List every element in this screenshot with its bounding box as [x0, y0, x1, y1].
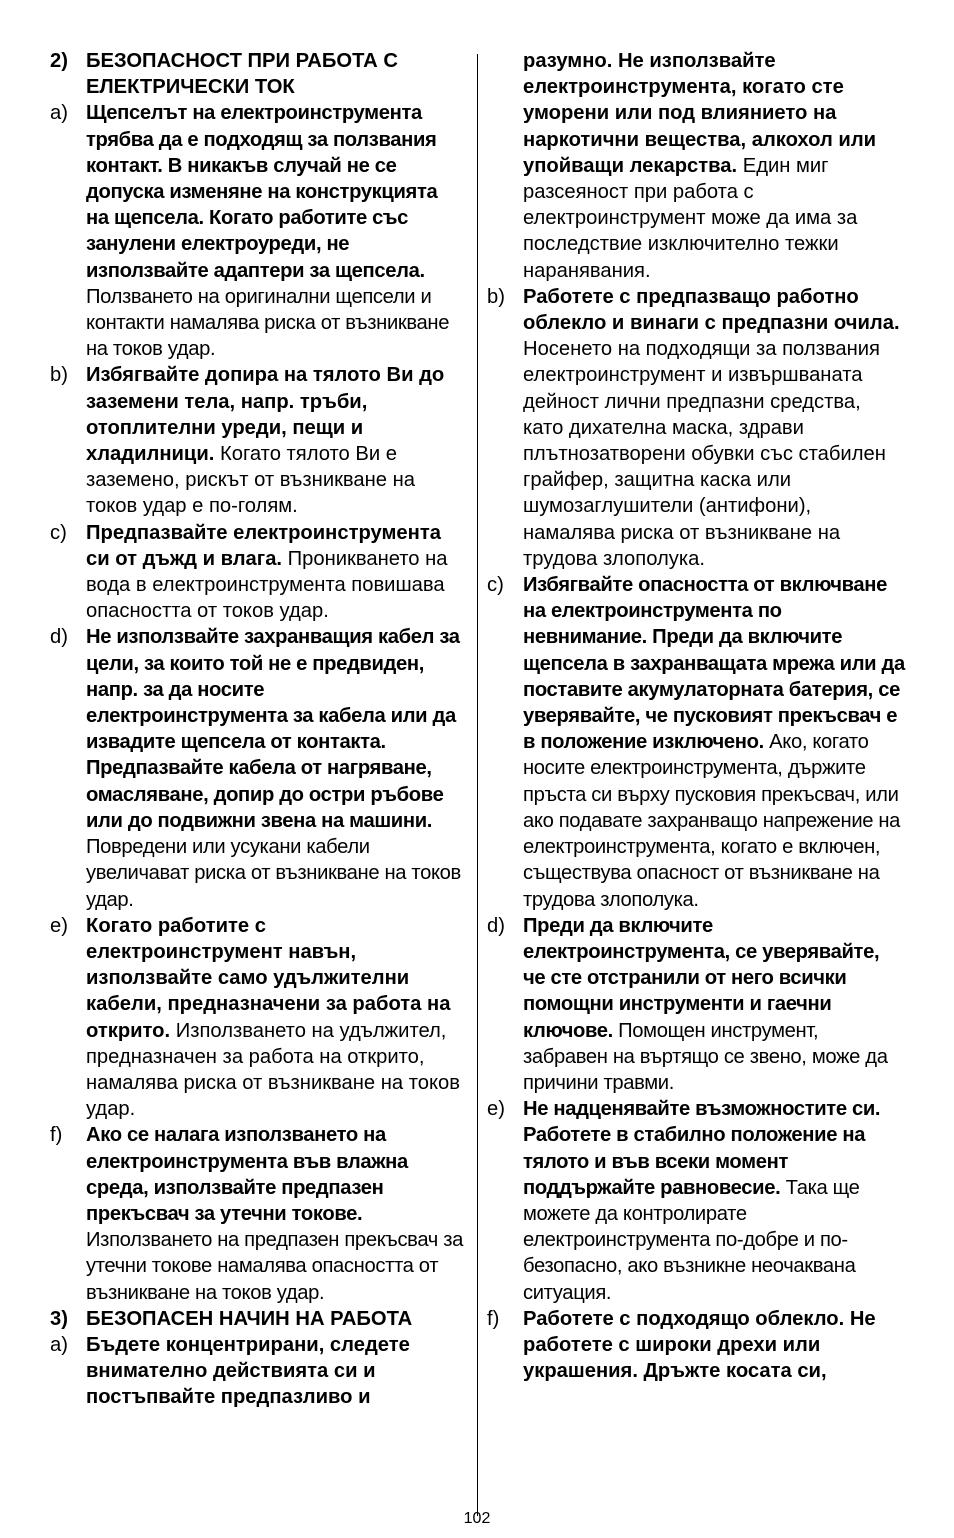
item-bold-text: Работете с подходящо облекло. Не работете с широки дрехи или украшения. Дръжте косата си, [523, 1307, 876, 1383]
section-3-heading [50, 1306, 464, 1332]
section-2-heading [50, 48, 464, 100]
list-item-c [50, 520, 464, 625]
item-regular-text: Използването на удължител, предназначен за работа на открито, намалява риска от възникване на токов удар. [86, 1019, 461, 1121]
item-regular-text: Един миг разсеяност при работа с електроинструмент може да има за последствие изключително тежки наранявания. [523, 154, 858, 282]
left-column [50, 48, 464, 1411]
item-bold-text: Когато работите с електроинструмент навън, използвайте само удължителни кабели, предназначени за работа на открито. [86, 914, 451, 1042]
item-label: c) [487, 574, 504, 597]
item-bold-text: Избягвайте опасността от включване на електроинструмента по невнимание. Преди да включите щепсела в захранващата мрежа или да поставите акумулаторната батерия, се уверявайте, че пусковият прекъсвач е в положение изключено. [523, 574, 905, 754]
item-bold-text: разумно. Не използвайте електроинструмента, когато сте уморени или под влиянието на наркотични вещества, алкохол или упойващи лекарства. [523, 50, 877, 177]
item-text [523, 1096, 905, 1306]
list-item-a-continued [523, 48, 905, 284]
item-text [86, 913, 464, 1123]
item-text [523, 572, 905, 913]
item-text [523, 913, 905, 1096]
item-regular-text: Така ще можете да контролирате електроинструмента по-добре и по-безопасно, ако възникне неочаквана ситуация. [523, 1176, 860, 1304]
item-regular-text: Повредени или усукани кабели увеличават риска от възникване на токов удар. [86, 836, 461, 911]
item-label: f) [50, 1124, 63, 1147]
section-title: БЕЗОПАСНОСТ ПРИ РАБОТА С ЕЛЕКТРИЧЕСКИ ТОК [86, 50, 398, 99]
item-text [523, 1306, 905, 1385]
item-regular-text: Ползването на оригинални щепсели и контакти намалява риска от възникване на токов удар. [86, 285, 450, 361]
item-text [86, 1122, 464, 1305]
item-bold-text: Не използвайте захранващия кабел за цели, за които той не е предвиден, напр. за да носите електроинструмента за кабела или да извадите щепсела от контакта. Предпазвайте кабела от нагряване, омасляване, допир до остри ръбове или до подвижни звена на машини. [86, 626, 460, 832]
item-bold-text: Избягвайте допира на тялото Ви до заземени тела, напр. тръби, отоплителни уреди, пещи и хладилници. [86, 364, 445, 466]
section-number: 3) [50, 1307, 68, 1330]
list-item-d [487, 913, 905, 1096]
item-label: d) [50, 626, 68, 649]
item-bold-text: Не надценявайте възможностите си. Работете в стабилно положение на тялото и във всеки момент поддържайте равновесие. [523, 1098, 881, 1199]
item-label: e) [487, 1098, 505, 1121]
item-text [86, 520, 464, 625]
section-number: 2) [50, 50, 68, 72]
list-item-f [487, 1306, 905, 1385]
item-regular-text: Ако, когато носите електроинструмента, държите пръста си върху пусковия прекъсвач, или ако подавате захранващо напрежение на електроинструмента, когато е включен, съществува опасност от възникване на трудова злополука. [523, 731, 901, 911]
item-label: b) [487, 285, 505, 308]
item-text [86, 1332, 464, 1411]
list-item-c [487, 572, 905, 913]
list-item-b [50, 362, 464, 519]
item-text [86, 624, 464, 912]
column-divider [477, 54, 478, 1516]
item-bold-text: Преди да включите електроинструмента, се уверявайте, че сте отстранили от него всички помощни инструменти и гаечни ключове. [523, 914, 880, 1042]
item-regular-text: Когато тялото Ви е заземено, рискът от възникване на токов удар е по-голям. [86, 443, 416, 518]
list-item-d [50, 624, 464, 912]
item-label: a) [50, 102, 68, 125]
item-bold-text: Бъдете концентрирани, следете внимателно действията си и постъпвайте предпазливо и [86, 1333, 410, 1409]
list-item-f [50, 1122, 464, 1305]
item-regular-text: Носенето на подходящи за ползвания електроинструмент и извършваната дейност лични предпазни средства, като дихателна маска, здрави плътнозатворени обувки със стабилен грайфер, защитна каска или шумозаглушители (антифони), намалява риска от възникване на трудова злополука. [523, 338, 886, 570]
list-item-a [50, 100, 464, 362]
item-text [86, 362, 464, 519]
item-label: b) [50, 364, 68, 387]
page-number: 102 [463, 1510, 491, 1527]
list-item-3a [50, 1332, 464, 1411]
section-title: БЕЗОПАСЕН НАЧИН НА РАБОТА [86, 1307, 413, 1330]
item-regular-text: Проникването на вода в електроинструмента повишава опасността от токов удар. [86, 547, 448, 623]
item-label: e) [50, 914, 68, 937]
item-bold-text: Предпазвайте електроинструмента си от дъжд и влага. [86, 521, 441, 570]
item-regular-text: Използването на предпазен прекъсвач за утечни токове намалява опасността от възникване на токов удар. [86, 1229, 463, 1304]
item-bold-text: Ако се налага използването на електроинструмента във влажна среда, използвайте предпазен прекъсвач за утечни токове. [86, 1124, 408, 1225]
item-text [86, 100, 464, 362]
right-column [487, 48, 905, 1384]
item-label: a) [50, 1333, 68, 1356]
item-text [523, 284, 905, 572]
item-label: c) [50, 521, 67, 544]
item-label: f) [487, 1307, 500, 1330]
list-item-e [50, 913, 464, 1123]
item-regular-text: Помощен инструмент, забравен на въртящо се звено, може да причини травми. [523, 1019, 888, 1094]
list-item-e [487, 1096, 905, 1306]
item-bold-text: Щепселът на електроинструмента трябва да е подходящ за ползвания контакт. В никакъв случай не се допуска изменяне на конструкцията на щепсела. Когато работите със занулени електроуреди, не използвайте адаптери за щепсела. [86, 102, 438, 282]
item-bold-text: Работете с предпазващо работно облекло и винаги с предпазни очила. [523, 285, 900, 335]
list-item-b [487, 284, 905, 572]
item-label: d) [487, 914, 505, 937]
